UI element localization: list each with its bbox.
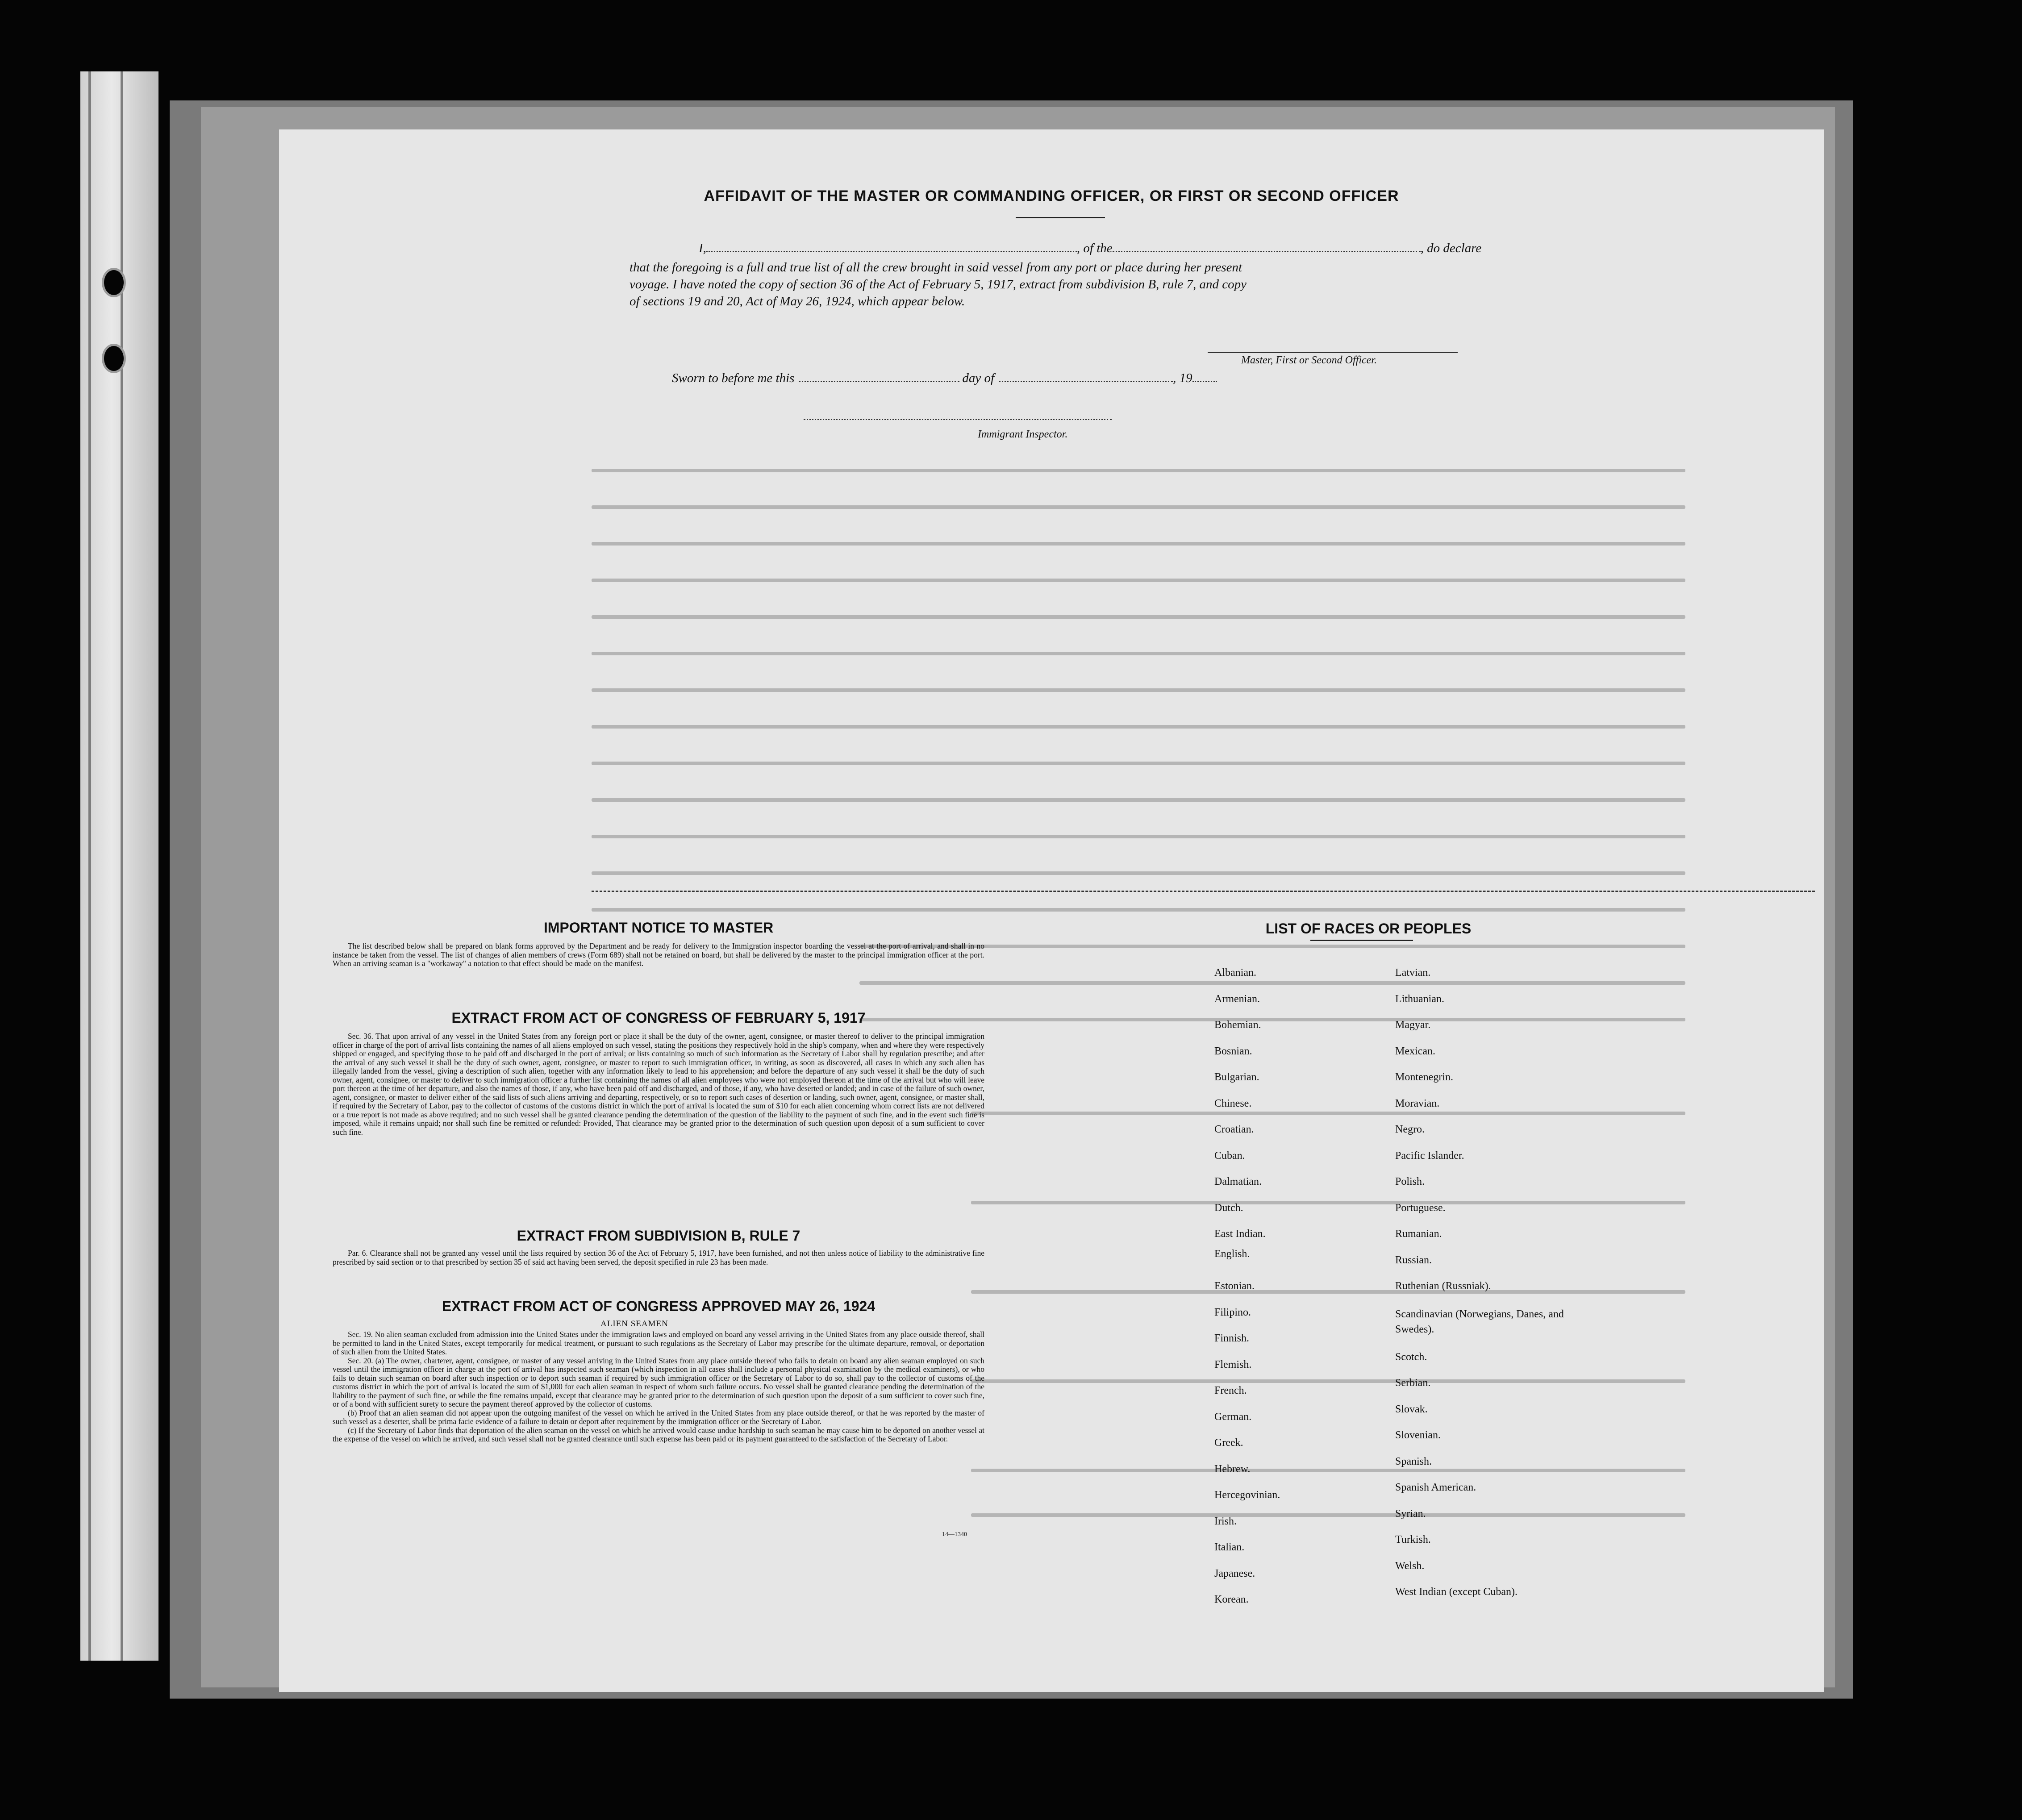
race-item: Moravian. xyxy=(1395,1097,1440,1109)
race-item: Bohemian. xyxy=(1214,1019,1261,1031)
vessel-blank xyxy=(1113,251,1421,252)
race-item: Slovak. xyxy=(1395,1403,1428,1415)
separator-dashed-line xyxy=(592,891,1815,892)
race-item: Scotch. xyxy=(1395,1351,1427,1363)
race-item: Russian. xyxy=(1395,1254,1432,1266)
notice-text xyxy=(333,942,984,968)
affidavit-i: I, xyxy=(699,241,706,255)
race-item: Japanese. xyxy=(1214,1567,1255,1579)
sworn-day-blank xyxy=(799,381,959,382)
races-heading-rule xyxy=(1310,940,1413,941)
notice-heading: IMPORTANT NOTICE TO MASTER xyxy=(543,920,774,936)
affidavit-line-1 xyxy=(672,240,1578,257)
race-item: Armenian. xyxy=(1214,993,1260,1005)
bleed-line xyxy=(592,505,1685,509)
race-item: Negro. xyxy=(1395,1124,1425,1135)
race-item: Italian. xyxy=(1214,1541,1245,1553)
race-item: Estonian. xyxy=(1214,1280,1255,1292)
alien-seamen-subheading: ALIEN SEAMEN xyxy=(600,1319,668,1329)
section-20b-paragraph: (b) Proof that an alien seaman did not appear upon the outgoing manifest of the vessel on which he arrived in the United States from any place outside thereof, or that he was reported by the master of such vessel as a deserter, shall be prima facie evidence of a failure to detain or deport after requirement by the immigration officer or the Secretary of Labor. xyxy=(333,1408,984,1426)
bleed-line xyxy=(592,542,1685,546)
race-item: Montenegrin. xyxy=(1395,1071,1453,1083)
form-number: 14—1340 xyxy=(942,1531,967,1538)
races-right-column xyxy=(1395,967,1627,1612)
race-item: Ruthenian (Russniak). xyxy=(1395,1280,1491,1292)
sworn-year-blank xyxy=(1192,381,1217,382)
bleed-line xyxy=(592,762,1685,765)
races-heading: LIST OF RACES OR PEOPLES xyxy=(1265,920,1472,937)
affidavit-line-3: voyage. I have noted the copy of section 36 of the Act of February 5, 1917, extract from subdivision B, rule 7, and copy xyxy=(630,277,1247,292)
race-item: French. xyxy=(1214,1385,1247,1396)
race-item: Korean. xyxy=(1214,1594,1249,1605)
race-item: Hercegovinian. xyxy=(1214,1489,1280,1501)
affidavit-line-2: that the foregoing is a full and true list of all the crew brought in said vessel from any port or place during her present xyxy=(630,260,1242,275)
race-item: Turkish. xyxy=(1395,1534,1431,1545)
affidavit-of-the: , of the xyxy=(1076,241,1113,255)
affidavit-title: AFFIDAVIT OF THE MASTER OR COMMANDING OFFICER, OR FIRST OR SECOND OFFICER xyxy=(704,187,1399,204)
sworn-day-of: day of xyxy=(962,371,995,385)
bleed-line xyxy=(592,835,1685,838)
name-blank xyxy=(706,251,1077,252)
race-item: Polish. xyxy=(1395,1176,1425,1187)
race-item: Filipino. xyxy=(1214,1306,1251,1318)
race-item: Mexican. xyxy=(1395,1045,1435,1057)
binder-edge xyxy=(88,71,91,1661)
race-item: West Indian (except Cuban). xyxy=(1395,1586,1518,1598)
race-item: Flemish. xyxy=(1214,1358,1252,1370)
notice-paragraph: The list described below shall be prepared on blank forms approved by the Department and be ready for delivery to the Immigration inspector boarding the vessel at the port of arrival, and shall in no instance be taken from the vessel. The list of changes of alien members of crews (Form 689) shall not be retained on board, but shall be delivered by the master to the principal immigration officer at the port. When an arriving seaman is a "workaway" a notation to that effect should be made on the manifest. xyxy=(333,941,984,968)
rule-7-text xyxy=(333,1249,984,1266)
extract-1917-heading: EXTRACT FROM ACT OF CONGRESS OF FEBRUARY 5, 1917 xyxy=(451,1010,866,1026)
race-item: Dalmatian. xyxy=(1214,1176,1262,1187)
master-signature-line xyxy=(1208,352,1458,353)
section-20a-paragraph: Sec. 20. (a) The owner, charterer, agent, consignee, or master of any vessel arriving in the United States from any place outside thereof who fails to detain on board any alien seaman employed on such vessel until the immigration officer in charge at the port of arrival has inspected such seaman (which inspection in all cases shall include a personal physical examination by the medical examiners), or who fails to detain such seaman on board after such inspection or to deport such seaman if required by such immigration officer or the Secretary of Labor to do so, shall pay to the collector of customs of the customs district in which the port of arrival is located the sum of $1,000 for each alien seaman in respect of whom such failure occurs. No vessel shall be granted clearance pending the determination of the liability to the payment of such fine, or while the fine remains unpaid, except that clearance may be granted prior to the determination of such question upon the deposit of a sum sufficient to cover such fine, or of a bond with sufficient surety to secure the payment thereof approved by the collector of customs. xyxy=(333,1356,984,1408)
bleed-line xyxy=(592,469,1685,472)
extract-1924-text xyxy=(333,1330,984,1444)
race-item: Latvian. xyxy=(1395,967,1431,979)
inspector-label: Immigrant Inspector. xyxy=(978,429,1068,440)
section-20c-paragraph: (c) If the Secretary of Labor finds that deportation of the alien seaman on the vessel on which he arrived would cause undue hardship to such seaman he may cause him to be deported on another vessel at the expense of the vessel on which he arrived, and such vessel shall not be granted clearance until such expense has been paid or its payment guaranteed to the satisfaction of the Secretary of Labor. xyxy=(333,1425,984,1443)
race-item: Lithuanian. xyxy=(1395,993,1444,1005)
race-item: Syrian. xyxy=(1395,1508,1426,1520)
affidavit-line-4: of sections 19 and 20, Act of May 26, 1924, which appear below. xyxy=(630,294,965,308)
race-item: Rumanian. xyxy=(1395,1228,1442,1240)
bleed-line xyxy=(592,871,1685,875)
race-item: Croatian. xyxy=(1214,1124,1254,1135)
race-item: Bosnian. xyxy=(1214,1045,1252,1057)
extract-1924-heading: EXTRACT FROM ACT OF CONGRESS APPROVED MAY 26, 1924 xyxy=(442,1298,876,1314)
document-page xyxy=(279,129,1824,1692)
race-item: Dutch. xyxy=(1214,1202,1243,1214)
race-item: Irish. xyxy=(1214,1515,1237,1527)
race-item: Portuguese. xyxy=(1395,1202,1446,1214)
rule-7-paragraph: Par. 6. Clearance shall not be granted any vessel until the lists required by section 36 of the Act of February 5, 1917, have been furnished, and not then unless notice of liability to the administrative fine prescribed by said section or to that prescribed by section 35 of said act having been served, the deposit specified in rule 23 has been made. xyxy=(333,1249,984,1266)
race-item: Serbian. xyxy=(1395,1377,1431,1389)
race-item: Chinese. xyxy=(1214,1097,1252,1109)
rule-7-heading: EXTRACT FROM SUBDIVISION B, RULE 7 xyxy=(517,1228,800,1244)
race-item: Magyar. xyxy=(1395,1019,1431,1031)
sworn-line xyxy=(672,370,1386,387)
bleed-line xyxy=(592,652,1685,655)
master-signature-label: Master, First or Second Officer. xyxy=(1241,354,1377,366)
bleed-line xyxy=(592,615,1685,619)
races-left-column xyxy=(1214,967,1393,1620)
race-item: East Indian. xyxy=(1214,1228,1266,1240)
sworn-prefix: Sworn to before me this xyxy=(672,371,795,385)
affidavit-do-declare: , do declare xyxy=(1420,241,1482,255)
extract-1917-text xyxy=(333,1032,984,1137)
race-item: Spanish. xyxy=(1395,1455,1432,1467)
sworn-year: , 19 xyxy=(1173,371,1192,385)
punch-hole xyxy=(102,344,126,373)
race-item: Spanish American. xyxy=(1395,1482,1476,1493)
bleed-line xyxy=(592,908,1685,912)
race-item: Scandinavian (Norwegians, Danes, and Swedes). xyxy=(1395,1308,1564,1335)
bleed-line xyxy=(592,688,1685,692)
race-item: Hebrew. xyxy=(1214,1463,1251,1475)
bleed-line xyxy=(592,579,1685,582)
punch-hole xyxy=(102,268,126,297)
section-19-paragraph: Sec. 19. No alien seaman excluded from admission into the United States under the immigration laws and employed on board any vessel arriving in the United States from any place outside thereof, shall be permitted to land in the United States, except temporarily for medical treatment, or pursuant to such regulations as the Secretary of Labor may prescribe for the ultimate departure, removal, or deportation of such alien from the United States. xyxy=(333,1330,984,1356)
bleed-line xyxy=(592,798,1685,802)
race-item: Albanian. xyxy=(1214,967,1256,979)
race-item: Slovenian. xyxy=(1395,1429,1441,1441)
section-36-paragraph: Sec. 36. That upon arrival of any vessel in the United States from any foreign port or place it shall be the duty of the owner, agent, consignee, or master thereof to deliver to the principal immigration officer in charge of the port of arrival lists containing the names of all aliens employed on such vessel, stating the positions they respectively hold in the ship's company, when and where they were respectively shipped or engaged, and specifying those to be paid off and discharged in the port of arrival; or lists containing so much of such information as the Secretary of Labor shall by regulation prescribe; and after the arrival of any such vessel it shall be the duty of such owner, agent, consignee, or master to report to such immigration officer, in writing, as soon as discovered, all cases in which any such alien has illegally landed from the vessel, giving a description of such alien, together with any information likely to lead to his apprehension; and before the departure of any such vessel it shall be the duty of such owner, agent, consignee, or master to deliver to such immigration officer a further list containing the names of all alien employees who were not employed thereon at the time of the arrival but who will leave port thereon at the time of her departure, and also the names of those, if any, who have been paid off and discharged, and of those, if any, who have deserted or landed; and in case of the failure of such owner, agent, consignee, or master to deliver either of the said lists of such aliens arriving and departing, respectively, or so to report such cases of desertion or landing, such owner, agent, consignee, or master shall, if required by the Secretary of Labor, pay to the collector of customs of the customs district in which the port of arrival is located the sum of $10 for each alien concerning whom correct lists are not delivered or a true report is not made as above required; and no such vessel shall be granted clearance pending the determination of the question of the liability to the payment of such fine, and in the event such fine is imposed, while it remains unpaid; nor shall such fine be remitted or refunded: Provided, That clearance may be granted prior to the determination of such question upon deposit of a sum sufficient to cover such fine. xyxy=(333,1032,984,1137)
binder-strip xyxy=(80,71,158,1661)
race-item: German. xyxy=(1214,1411,1252,1423)
race-item: Welsh. xyxy=(1395,1560,1425,1572)
race-item: Pacific Islander. xyxy=(1395,1149,1464,1162)
race-item: Finnish. xyxy=(1214,1333,1250,1344)
race-item: Bulgarian. xyxy=(1214,1071,1259,1083)
title-rule xyxy=(1016,217,1105,218)
binder-edge xyxy=(121,71,123,1661)
race-item: Cuban. xyxy=(1214,1149,1245,1162)
inspector-signature-line xyxy=(804,419,1112,420)
race-item: Greek. xyxy=(1214,1437,1243,1449)
sworn-month-blank xyxy=(999,381,1173,382)
bleed-line xyxy=(592,725,1685,729)
race-item: English. xyxy=(1214,1248,1250,1260)
